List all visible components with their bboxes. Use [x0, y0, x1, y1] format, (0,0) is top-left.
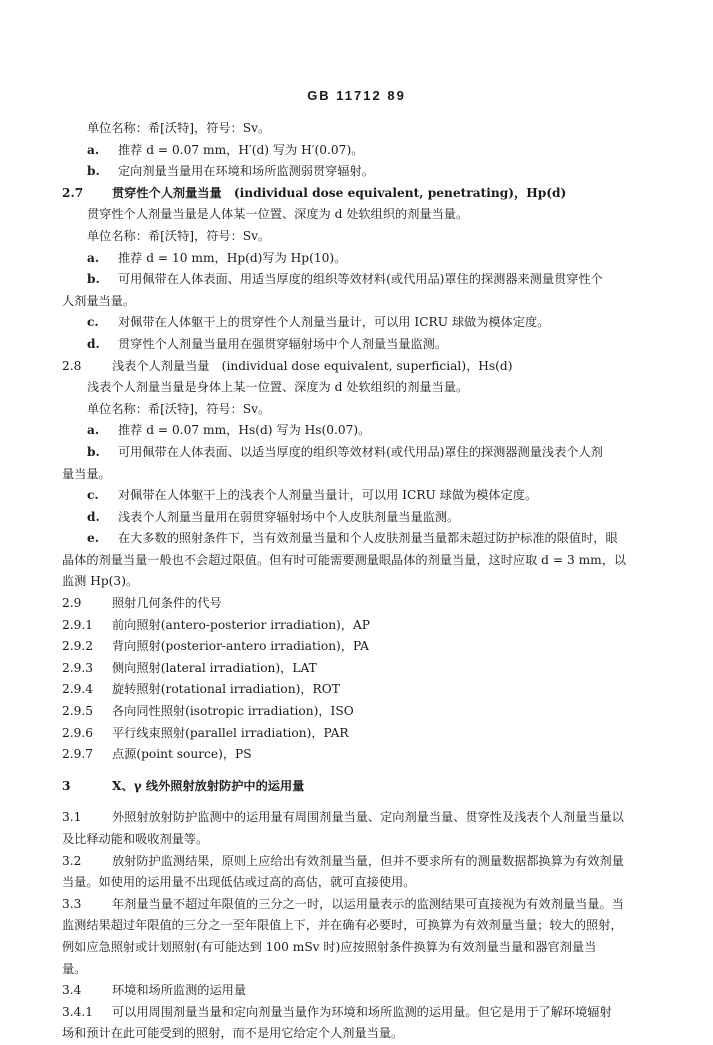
text-line — [62, 399, 646, 421]
section-gap — [62, 766, 646, 776]
line-text: 放射防护监测结果，原则上应给出有效剂量当量，但并不要求所有的测量数据都换算为有效剂量 — [112, 853, 624, 868]
line-text: 背向照射(posterior-antero irradiation)，PA — [112, 639, 369, 654]
line-text: 照射几何条件的代号 — [112, 596, 222, 611]
line-text: 可以用周围剂量当量和定向剂量当量作为环境和场所监测的运用量。但它是用于了解环境辐射 — [112, 1004, 612, 1019]
text-line — [62, 356, 646, 378]
text-line — [62, 851, 646, 873]
item-label: c. — [87, 315, 99, 330]
line-text: 在大多数的照射条件下，当有效剂量当量和个人皮肤剂量当量都未超过防护标准的限值时，眼 — [118, 531, 618, 546]
line-text: 点源(point source)，PS — [112, 747, 252, 762]
line-text: 对佩带在人体躯干上的浅表个人剂量当量计，可以用 ICRU 球做为模体定度。 — [118, 488, 538, 503]
text-line — [62, 915, 646, 937]
clause-number: 2.9.4 — [62, 682, 94, 697]
text-line — [62, 464, 646, 486]
clause-number: 3.3 — [62, 896, 82, 911]
text-line — [62, 528, 646, 550]
text-line — [62, 420, 646, 442]
line-text: 各向同性照射(isotropic irradiation)，ISO — [112, 704, 354, 719]
text-line — [62, 615, 646, 637]
line-text: 推荐 d = 0.07 mm，H′(d) 写为 H′(0.07)。 — [118, 142, 364, 157]
text-line — [62, 204, 646, 226]
text-line — [62, 571, 646, 593]
line-text: 推荐 d = 10 mm，Hp(d)写为 Hp(10)。 — [118, 250, 347, 265]
clause-number: 2.7 — [62, 185, 84, 200]
text-line — [62, 507, 646, 529]
line-text: 侧向照射(lateral irradiation)，LAT — [112, 660, 317, 675]
line-text: 对佩带在人体躯干上的贯穿性个人剂量当量计，可以用 ICRU 球做为模体定度。 — [118, 315, 550, 330]
line-text: 人剂量当量。 — [62, 293, 136, 308]
line-text: 可用佩带在人体表面、以适当厚度的组织等效材料(或代用品)罩住的探测器测量浅表个人剂 — [118, 444, 603, 459]
item-label: d. — [87, 336, 100, 351]
line-text: 监测 Hp(3)。 — [62, 574, 139, 589]
clause-number: 3.2 — [62, 853, 82, 868]
text-line — [62, 248, 646, 270]
line-text: 浅表个人剂量当量用在弱贯穿辐射场中个人皮肤剂量当量监测。 — [118, 509, 460, 524]
item-label: b. — [87, 272, 100, 287]
text-line — [62, 980, 646, 1002]
text-line — [62, 377, 646, 399]
item-label: c. — [87, 488, 99, 503]
text-line — [62, 658, 646, 680]
text-line — [62, 959, 646, 981]
text-line — [62, 269, 646, 291]
line-text: X、γ 线外照射放射防护中的运用量 — [112, 778, 305, 793]
item-label: e. — [87, 531, 99, 546]
clause-number: 2.9 — [62, 596, 82, 611]
text-line — [62, 550, 646, 572]
item-label: d. — [87, 509, 100, 524]
clause-number: 3.4 — [62, 983, 82, 998]
line-text: 贯穿性个人剂量当量用在强贯穿辐射场中个人剂量当量监测。 — [118, 336, 448, 351]
text-line — [62, 723, 646, 745]
text-line — [62, 1023, 646, 1045]
text-line — [62, 140, 646, 162]
text-line — [62, 807, 646, 829]
text-line — [62, 485, 646, 507]
document-body — [62, 118, 646, 1045]
text-line — [62, 334, 646, 356]
text-line — [62, 118, 646, 140]
line-text: 前向照射(antero-posterior irradiation)，AP — [112, 617, 370, 632]
clause-number: 3.4.1 — [62, 1004, 94, 1019]
text-line — [62, 291, 646, 313]
line-text: 旋转照射(rotational irradiation)，ROT — [112, 682, 340, 697]
text-line — [62, 1002, 646, 1024]
line-text: 推荐 d = 0.07 mm，Hs(d) 写为 Hs(0.07)。 — [118, 423, 371, 438]
clause-number: 2.9.6 — [62, 725, 94, 740]
text-line — [62, 636, 646, 658]
line-text: 及比释动能和吸收剂量等。 — [62, 832, 209, 846]
page-header: GB 11712 89 — [307, 88, 406, 103]
line-text: 贯穿性个人剂量当量 (individual dose equivalent, penetrating)，Hp(d) — [112, 185, 567, 200]
line-text: 晶体的剂量当量一般也不会超过限值。但有时可能需要测量眼晶体的剂量当量，这时应取 d = 3 mm，以 — [62, 552, 627, 567]
line-text: 浅表个人剂量当量 (individual dose equivalent, superficial)，Hs(d) — [112, 358, 513, 373]
clause-number: 2.9.2 — [62, 639, 94, 654]
line-text: 年剂量当量不超过年限值的三分之一时，以运用量表示的监测结果可直接视为有效剂量当量。当 — [112, 896, 624, 911]
line-text: 外照射放射防护监测中的运用量有周围剂量当量、定向剂量当量、贯穿性及浅表个人剂量当量以 — [112, 810, 624, 825]
clause-number: 3.1 — [62, 810, 82, 825]
text-line — [62, 872, 646, 894]
line-text: 贯穿性个人剂量当量是人体某一位置、深度为 d 处软组织的剂量当量。 — [87, 207, 469, 222]
text-line — [62, 829, 646, 851]
clause-number: 2.8 — [62, 358, 82, 373]
line-text: 场和预计在此可能受到的照射，而不是用它给定个人剂量当量。 — [62, 1026, 404, 1041]
line-text: 当量。如使用的运用量不出现低估或过高的高估，就可直接使用。 — [62, 875, 416, 890]
line-text: 环境和场所监测的运用量 — [112, 983, 247, 998]
line-text: 量。 — [62, 961, 87, 976]
line-text: 平行线束照射(parallel irradiation)，PAR — [112, 725, 349, 740]
text-line — [62, 312, 646, 334]
line-text: 定向剂量当量用在环境和场所监测弱贯穿辐射。 — [118, 164, 374, 179]
text-line — [62, 442, 646, 464]
text-line — [62, 593, 646, 615]
clause-number: 2.9.3 — [62, 660, 94, 675]
text-line — [62, 183, 646, 205]
line-text: 量当量。 — [62, 466, 111, 481]
text-line — [62, 937, 646, 959]
text-line — [62, 161, 646, 183]
item-label: b. — [87, 444, 100, 459]
text-line — [62, 776, 646, 798]
item-label: a. — [87, 142, 100, 157]
clause-number: 3 — [62, 778, 71, 793]
text-line — [62, 679, 646, 701]
line-text: 可用佩带在人体表面、用适当厚度的组织等效材料(或代用品)罩住的探测器来测量贯穿性个 — [118, 272, 603, 287]
line-text: 浅表个人剂量当量是身体上某一位置、深度为 d 处软组织的剂量当量。 — [87, 380, 469, 395]
text-line — [62, 744, 646, 766]
line-text: 单位名称：希[沃特]，符号：Sv。 — [87, 228, 271, 243]
clause-number: 2.9.1 — [62, 617, 94, 632]
text-line — [62, 894, 646, 916]
text-line — [62, 701, 646, 723]
item-label: b. — [87, 164, 100, 179]
clause-number: 2.9.7 — [62, 747, 94, 762]
line-text: 例如应急照射或计划照射(有可能达到 100 mSv 时)应按照射条件换算为有效剂量当量和器官剂量当 — [62, 939, 597, 954]
clause-number: 2.9.5 — [62, 704, 94, 719]
line-text: 单位名称：希[沃特]，符号：Sv。 — [87, 401, 271, 416]
line-text: 监测结果超过年限值的三分之一至年限值上下，并在确有必要时，可换算为有效剂量当量；较大的照射， — [62, 918, 623, 933]
line-text: 单位名称：希[沃特]，符号：Sv。 — [87, 121, 271, 135]
item-label: a. — [87, 250, 100, 265]
item-label: a. — [87, 423, 100, 438]
section-gap — [62, 797, 646, 807]
text-line — [62, 226, 646, 248]
